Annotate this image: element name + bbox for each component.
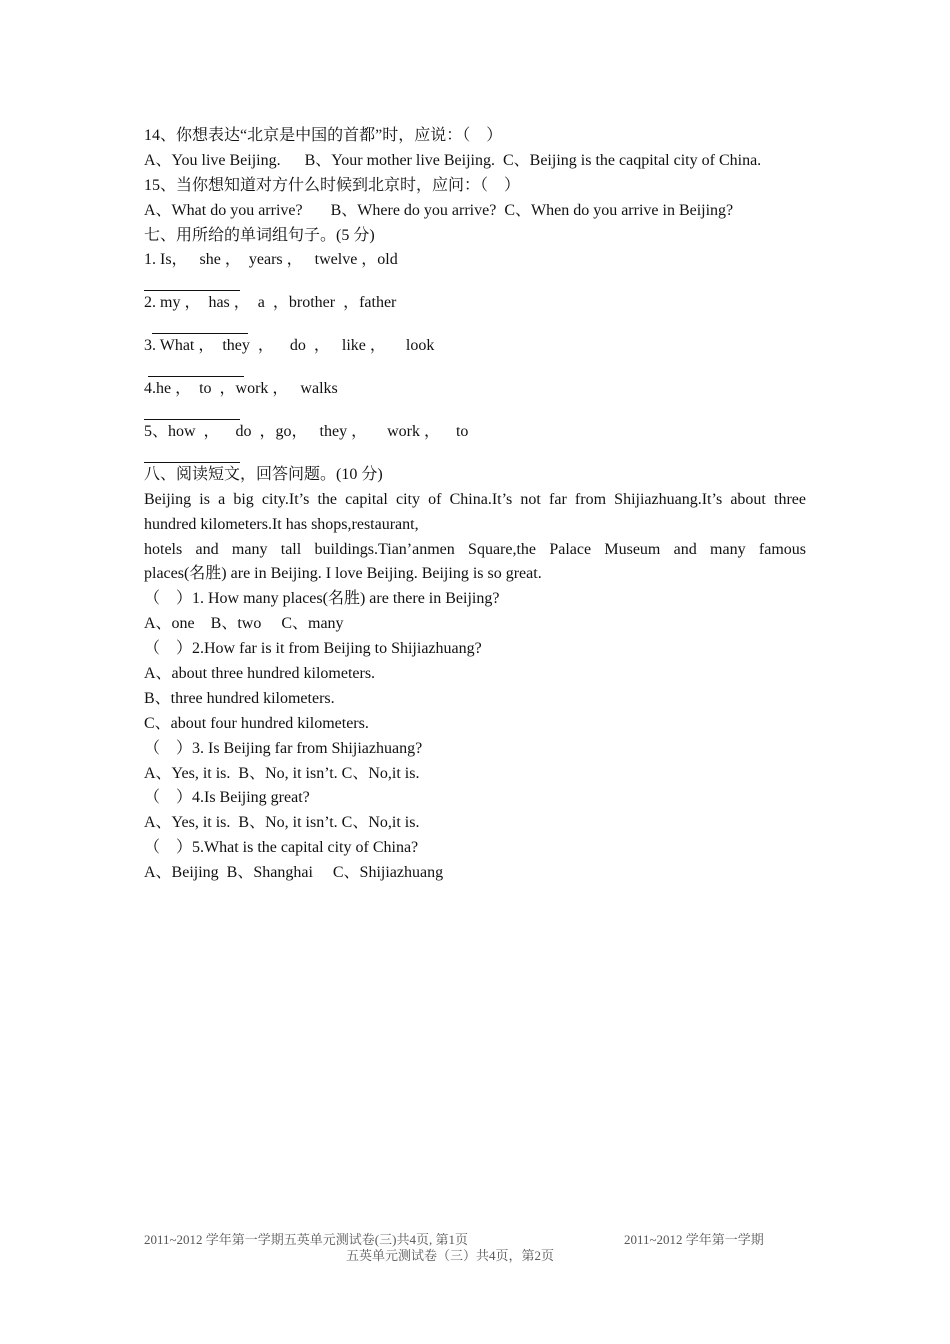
- word-item-5: 5、how ， do ，go， they ， work ， to: [144, 423, 469, 441]
- question-14: 14、你想表达“北京是中国的首都”时，应说：（ ）: [144, 127, 503, 144]
- footer-bottom: 五英单元测试卷（三）共4页，第2页: [346, 1248, 555, 1263]
- reading-answer: A、Beijing B、Shanghai C、Shijiazhuang: [144, 864, 444, 882]
- section-7-title: 七、用所给的单词组句子。(5 分): [144, 226, 375, 244]
- question-15-options: A、What do you arrive? B、Where do you arrive? C、When do you arrive in Beijing?: [144, 201, 734, 219]
- reading-answer: A、one B、two C、many: [144, 615, 344, 633]
- reading-question-1: （ ）1. How many places(名胜) are there in Beijing?: [144, 590, 500, 608]
- reading-answer: C、about four hundred kilometers.: [144, 714, 369, 732]
- reading-question-5: （ ）5.What is the capital city of China?: [144, 839, 419, 857]
- word-item-3: 3. What ， they ， do ， like ， look: [144, 337, 435, 355]
- reading-question-2: （ ）2.How far is it from Beijing to Shijiazhuang?: [144, 640, 482, 658]
- reading-answer: B、three hundred kilometers.: [144, 689, 335, 707]
- reading-question-3: （ ）3. Is Beijing far from Shijiazhuang?: [144, 739, 423, 757]
- question-14-options: A、You live Beijing. B、Your mother live Beijing. C、Beijing is the caqpital city of China.: [144, 151, 762, 169]
- reading-answer: A、Yes, it is. B、No, it isn’t. C、No,it is.: [144, 814, 420, 832]
- reading-answer: A、Yes, it is. B、No, it isn’t. C、No,it is.: [144, 764, 420, 782]
- reading-answer: A、about three hundred kilometers.: [144, 665, 376, 683]
- word-item-1: 1. Is， she ， years ， twelve ，old: [144, 251, 398, 269]
- footer-right: 2011~2012 学年第一学期: [624, 1232, 764, 1247]
- footer-left: 2011~2012 学年第一学期五英单元测试卷(三)共4页, 第1页: [144, 1232, 468, 1247]
- passage-line: Beijing is a big city.It’s the capital city of China.It’s not far from Shijiazhuang.It’s about three: [144, 490, 806, 508]
- word-item-4: 4.he ， to ，work ， walks: [144, 380, 338, 398]
- word-item-2: 2. my ， has ， a ，brother ，father: [144, 294, 397, 312]
- passage-line: hotels and many tall buildings.Tian’anmen Square,the Palace Museum and many famous: [144, 540, 806, 558]
- reading-question-4: （ ）4.Is Beijing great?: [144, 789, 310, 807]
- question-15: 15、当你想知道对方什么时候到北京时，应问：（ ）: [144, 176, 521, 194]
- passage-line: hundred kilometers.It has shops,restaurant,: [144, 515, 419, 533]
- section-8-title: 八、阅读短文，回答问题。(10 分): [144, 465, 383, 483]
- page-content: [144, 124, 806, 886]
- passage-line: places(名胜) are in Beijing. I love Beijing. Beijing is so great.: [144, 565, 542, 583]
